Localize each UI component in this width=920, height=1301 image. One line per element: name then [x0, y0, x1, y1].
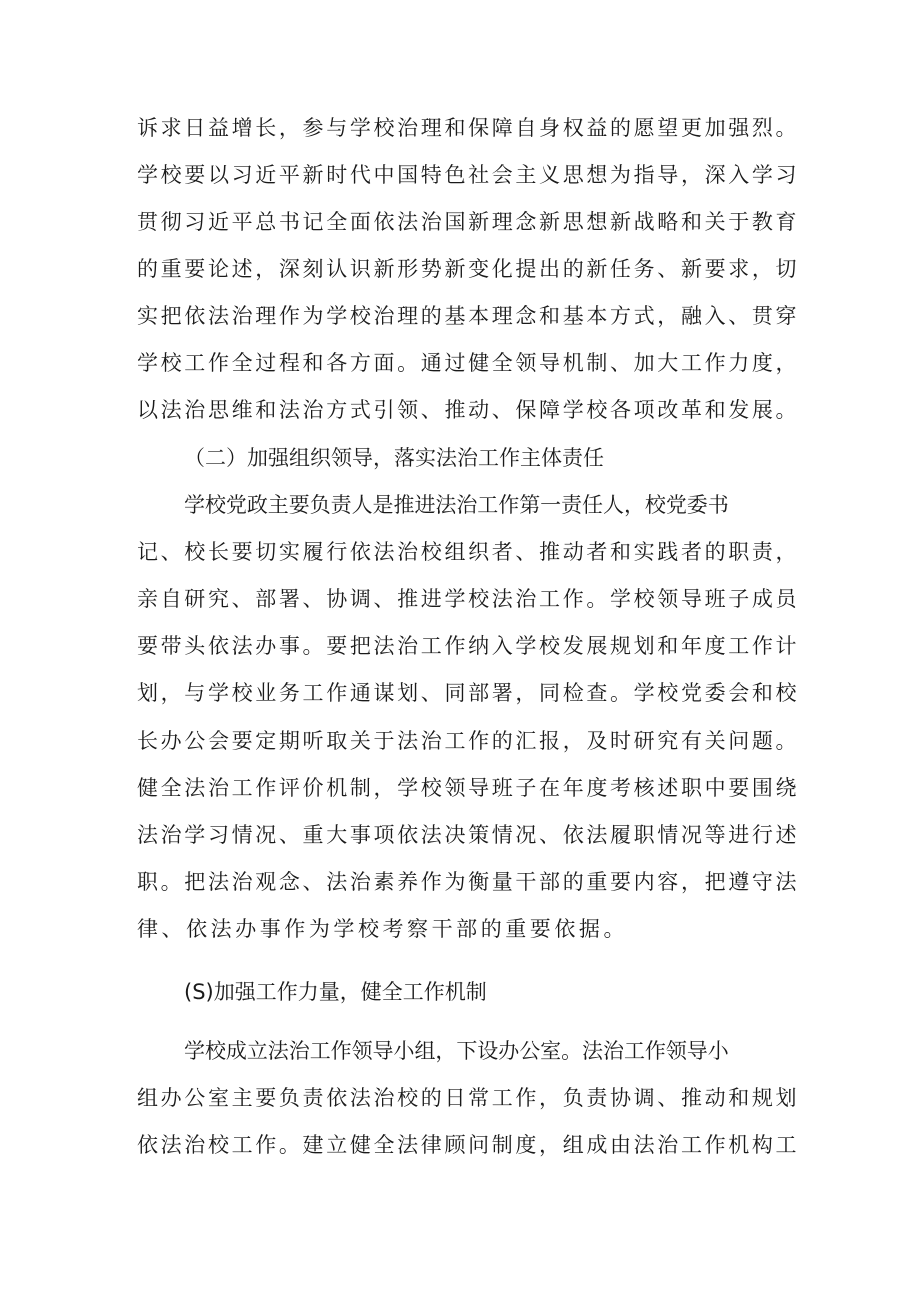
body-text-line: 健全法治工作评价机制，学校领导班子在年度考核述职中要围绕	[137, 776, 800, 800]
body-text-line: 学校要以习近平新时代中国特色社会主义思想为指导，深入学习	[137, 163, 800, 187]
section-heading-3: (S)加强工作力量，健全工作机制	[184, 980, 487, 1004]
section-heading-2: （二）加强组织领导，落实法治工作主体责任	[184, 446, 604, 470]
body-text-line: 学校成立法治工作领导小组，下设办公室。法治工作领导小	[184, 1039, 729, 1063]
body-text-line: 法治学习情况、重大事项依法决策情况、依法履职情况等进行述	[137, 823, 800, 847]
body-text-line: 实把依法治理作为学校治理的基本理念和基本方式，融入、贯穿	[137, 304, 800, 328]
body-text-line: 长办公会要定期听取关于法治工作的汇报，及时研究有关问题。	[137, 729, 800, 753]
body-text-line: 贯彻习近平总书记全面依法治国新理念新思想新战略和关于教育	[137, 210, 800, 234]
body-text-line: 学校党政主要负责人是推进法治工作第一责任人，校党委书	[184, 493, 729, 517]
body-text-line: 职。把法治观念、法治素养作为衡量干部的重要内容，把遵守法	[137, 870, 800, 894]
body-text-line: 律、依法办事作为学校考察干部的重要依据。	[137, 917, 628, 941]
body-text-line: 以法治思维和法治方式引领、推动、保障学校各项改革和发展。	[137, 398, 800, 422]
body-text-line: 组办公室主要负责依法治校的日常工作，负责协调、推动和规划	[137, 1086, 800, 1110]
body-text-line: 学校工作全过程和各方面。通过健全领导机制、加大工作力度，	[137, 351, 800, 375]
body-text-line: 诉求日益增长，参与学校治理和保障自身权益的愿望更加强烈。	[137, 116, 800, 140]
body-text-line: 的重要论述，深刻认识新形势新变化提出的新任务、新要求，切	[137, 257, 800, 281]
body-text-line: 亲自研究、部署、协调、推进学校法治工作。学校领导班子成员	[137, 587, 800, 611]
body-text-line: 要带头依法办事。要把法治工作纳入学校发展规划和年度工作计	[137, 634, 800, 658]
body-text-line: 依法治校工作。建立健全法律顾问制度，组成由法治工作机构工	[137, 1133, 800, 1157]
body-text-line: 划，与学校业务工作通谋划、同部署，同检查。学校党委会和校	[137, 681, 800, 705]
body-text-line: 记、校长要切实履行依法治校组织者、推动者和实践者的职责，	[137, 540, 800, 564]
